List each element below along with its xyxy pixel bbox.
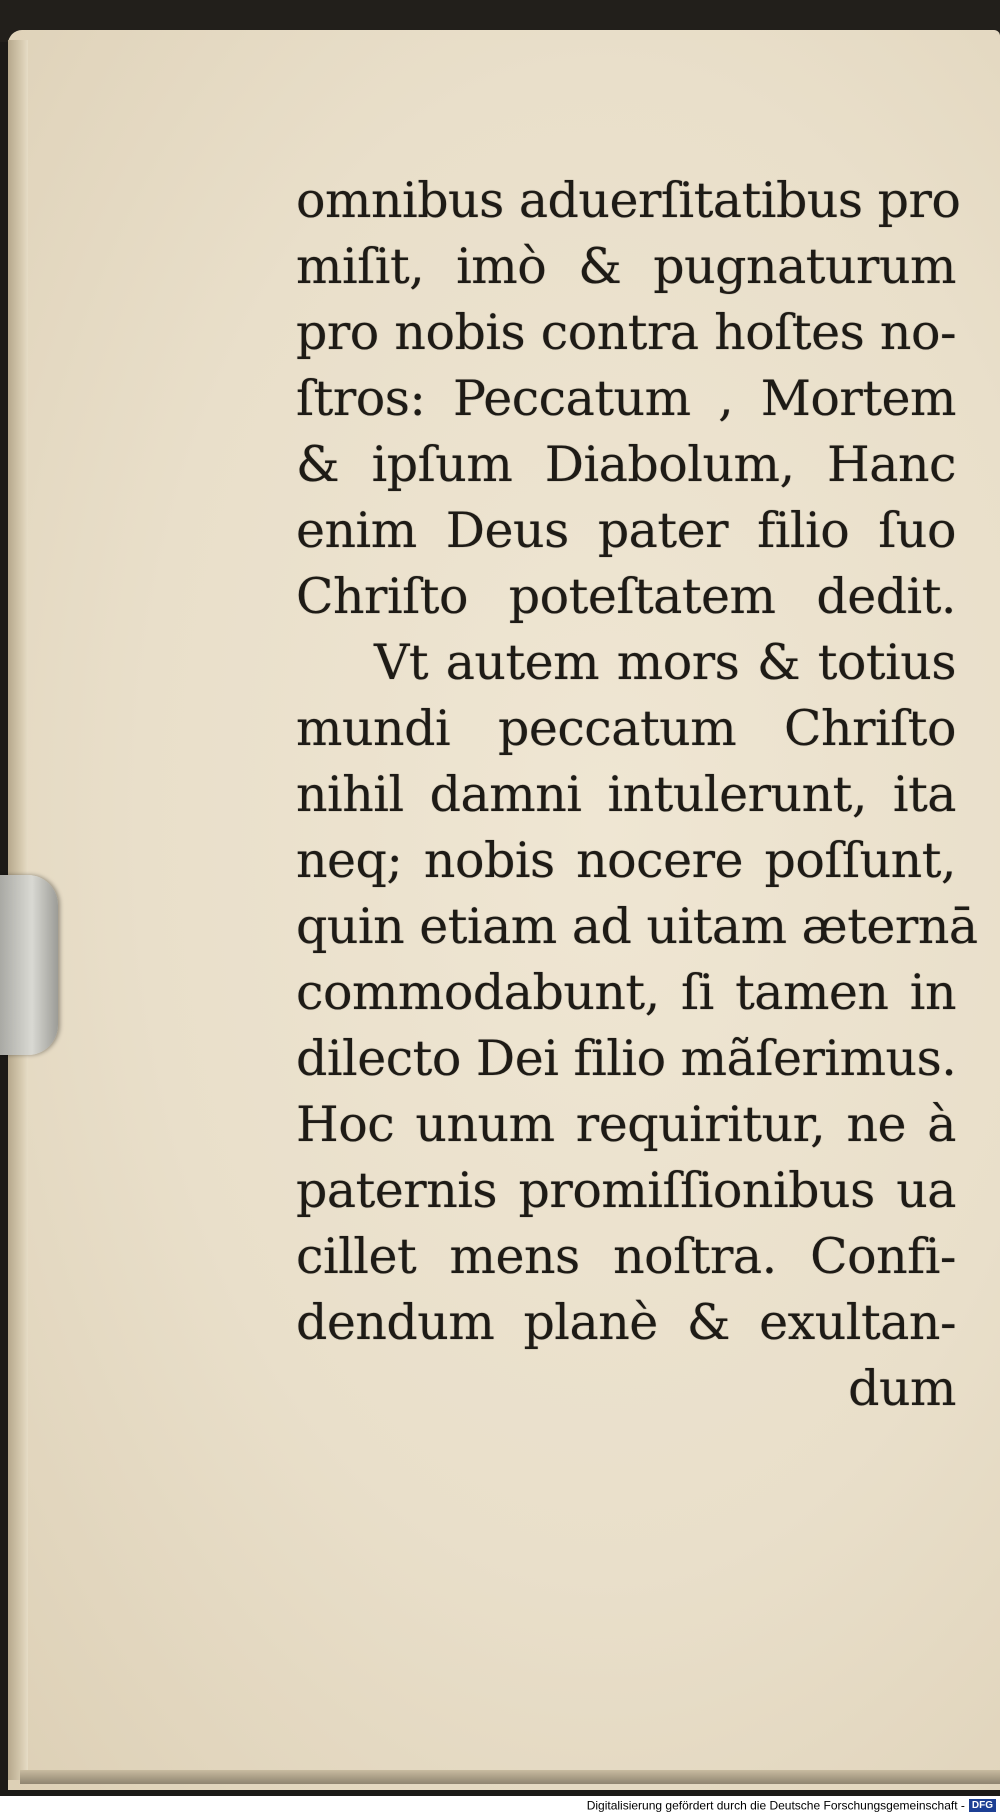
text-line: paternis promiſſionibus ua	[296, 1162, 956, 1219]
text-line: neq; nobis nocere poſſunt,	[296, 832, 956, 889]
text-line: Hoc unum requiritur, ne à	[296, 1096, 956, 1153]
text-line: nihil damni intulerunt, ita	[296, 766, 956, 823]
text-line: ſtros: Peccatum , Mortem	[296, 370, 956, 427]
text-line: & ipſum Diabolum, Hanc	[296, 436, 956, 493]
text-line: omnibus aduerſitatibus pro	[296, 172, 961, 229]
page-text	[296, 172, 978, 1430]
dfg-logo-icon: DFG	[969, 1799, 996, 1812]
text-line: mundi peccatum Chriſto	[296, 700, 956, 757]
text-line: dilecto Dei filio mãſerimus.	[296, 1030, 957, 1087]
text-line: commodabunt, ſi tamen in	[296, 964, 956, 1021]
text-line: dendum planè & exultan-	[296, 1294, 956, 1351]
text-line: pro nobis contra hoſtes no-	[296, 304, 956, 361]
page-clip	[0, 875, 58, 1055]
text-line: Chriſto poteſtatem dedit.	[296, 568, 956, 625]
text-line: enim Deus pater filio ſuo	[296, 502, 956, 559]
digitization-credit: Digitalisierung gefördert durch die Deutsche Forschungsgemeinschaft -	[586, 1798, 965, 1813]
text-line: cillet mens noſtra. Confi-	[296, 1228, 956, 1285]
text-line: miſit, imò & pugnaturum	[296, 238, 956, 295]
digitization-footer	[0, 1796, 1000, 1815]
text-line: Vt autem mors & totius	[374, 634, 956, 691]
page-bottom-edge	[20, 1770, 1000, 1784]
catchword: dum	[848, 1360, 956, 1417]
text-line: quin etiam ad uitam æternā	[296, 898, 978, 955]
